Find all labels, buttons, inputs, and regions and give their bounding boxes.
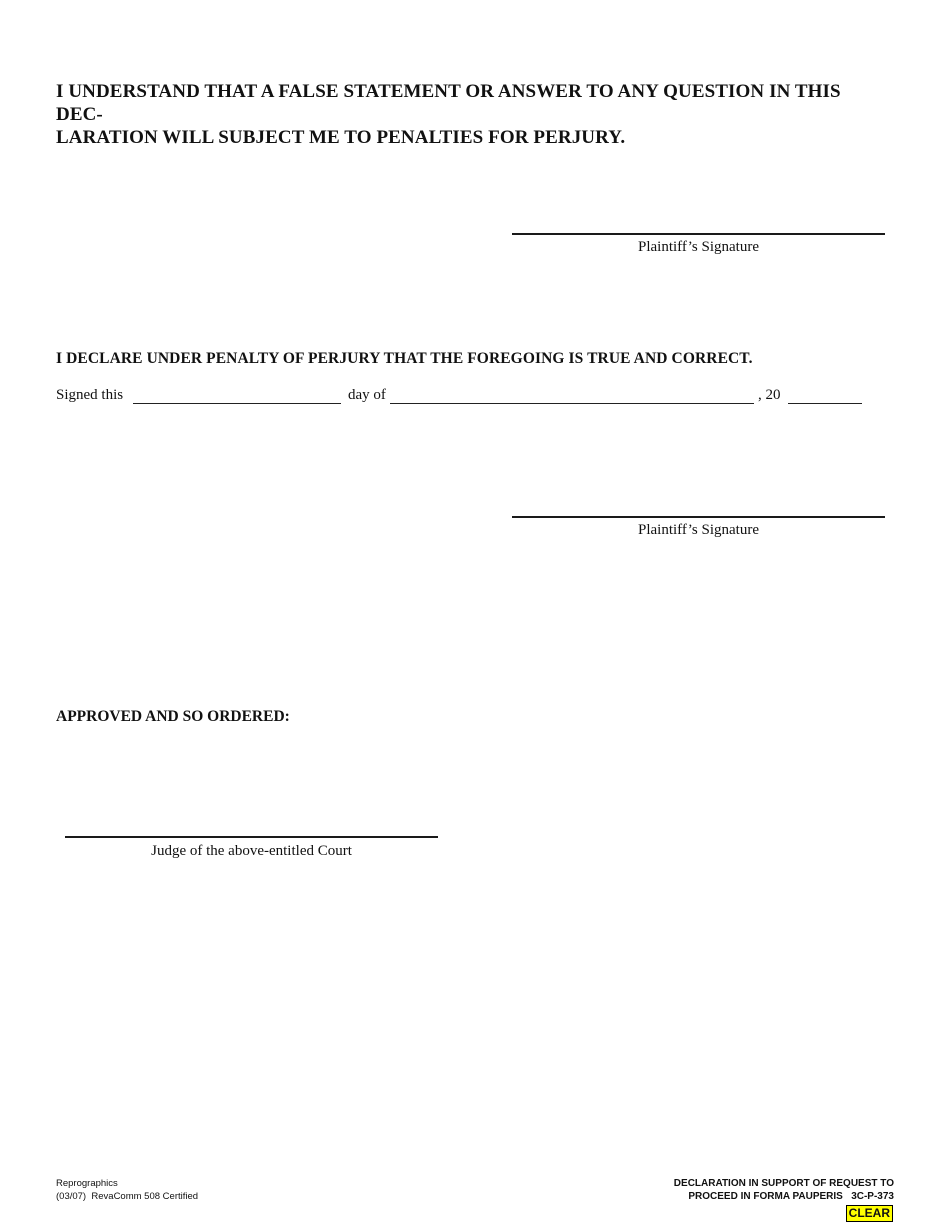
plaintiff-signature-line-1[interactable] xyxy=(512,233,885,235)
footer-certification: RevaComm 508 Certified xyxy=(91,1190,199,1202)
perjury-warning-line-1: I UNDERSTAND THAT A FALSE STATEMENT OR ANSWER TO ANY QUESTION IN THIS DEC- xyxy=(56,81,841,125)
clear-button[interactable]: CLEAR xyxy=(846,1205,893,1222)
plaintiff-signature-caption-2: Plaintiff’s Signature xyxy=(638,522,759,538)
plaintiff-signature-caption-1: Plaintiff’s Signature xyxy=(638,239,759,255)
perjury-warning xyxy=(56,80,886,149)
signed-date-row xyxy=(56,387,876,409)
footer-form-title-line-1: DECLARATION IN SUPPORT OF REQUEST TO xyxy=(673,1178,894,1189)
plaintiff-signature-line-2[interactable] xyxy=(512,516,885,518)
footer-reprographics xyxy=(56,1178,198,1203)
form-number: 3C-P-373 xyxy=(851,1190,894,1202)
day-field[interactable] xyxy=(133,403,341,404)
judge-signature-line[interactable] xyxy=(65,836,438,838)
footer-form-title xyxy=(674,1178,894,1203)
footer-revision-line xyxy=(56,1191,198,1204)
year-field[interactable] xyxy=(788,403,862,404)
declaration-statement: I DECLARE UNDER PENALTY OF PERJURY THAT THE FOREGOING IS TRUE AND CORRECT. xyxy=(56,350,753,367)
judge-signature-caption: Judge of the above-entitled Court xyxy=(151,843,352,859)
footer-revision-date: (03/07) xyxy=(56,1190,87,1202)
year-prefix-label: , 20 xyxy=(758,387,781,403)
day-of-label: day of xyxy=(348,387,386,403)
footer-form-title-text: PROCEED IN FORMA PAUPERIS xyxy=(688,1190,843,1202)
footer-form-title-line-2 xyxy=(674,1191,894,1204)
footer-reprographics-label: Reprographics xyxy=(56,1178,118,1189)
signed-this-label: Signed this xyxy=(56,387,124,403)
month-field[interactable] xyxy=(390,403,754,404)
approved-heading: APPROVED AND SO ORDERED: xyxy=(56,708,290,725)
perjury-warning-line-2: LARATION WILL SUBJECT ME TO PENALTIES FOR PERJURY. xyxy=(56,127,626,148)
